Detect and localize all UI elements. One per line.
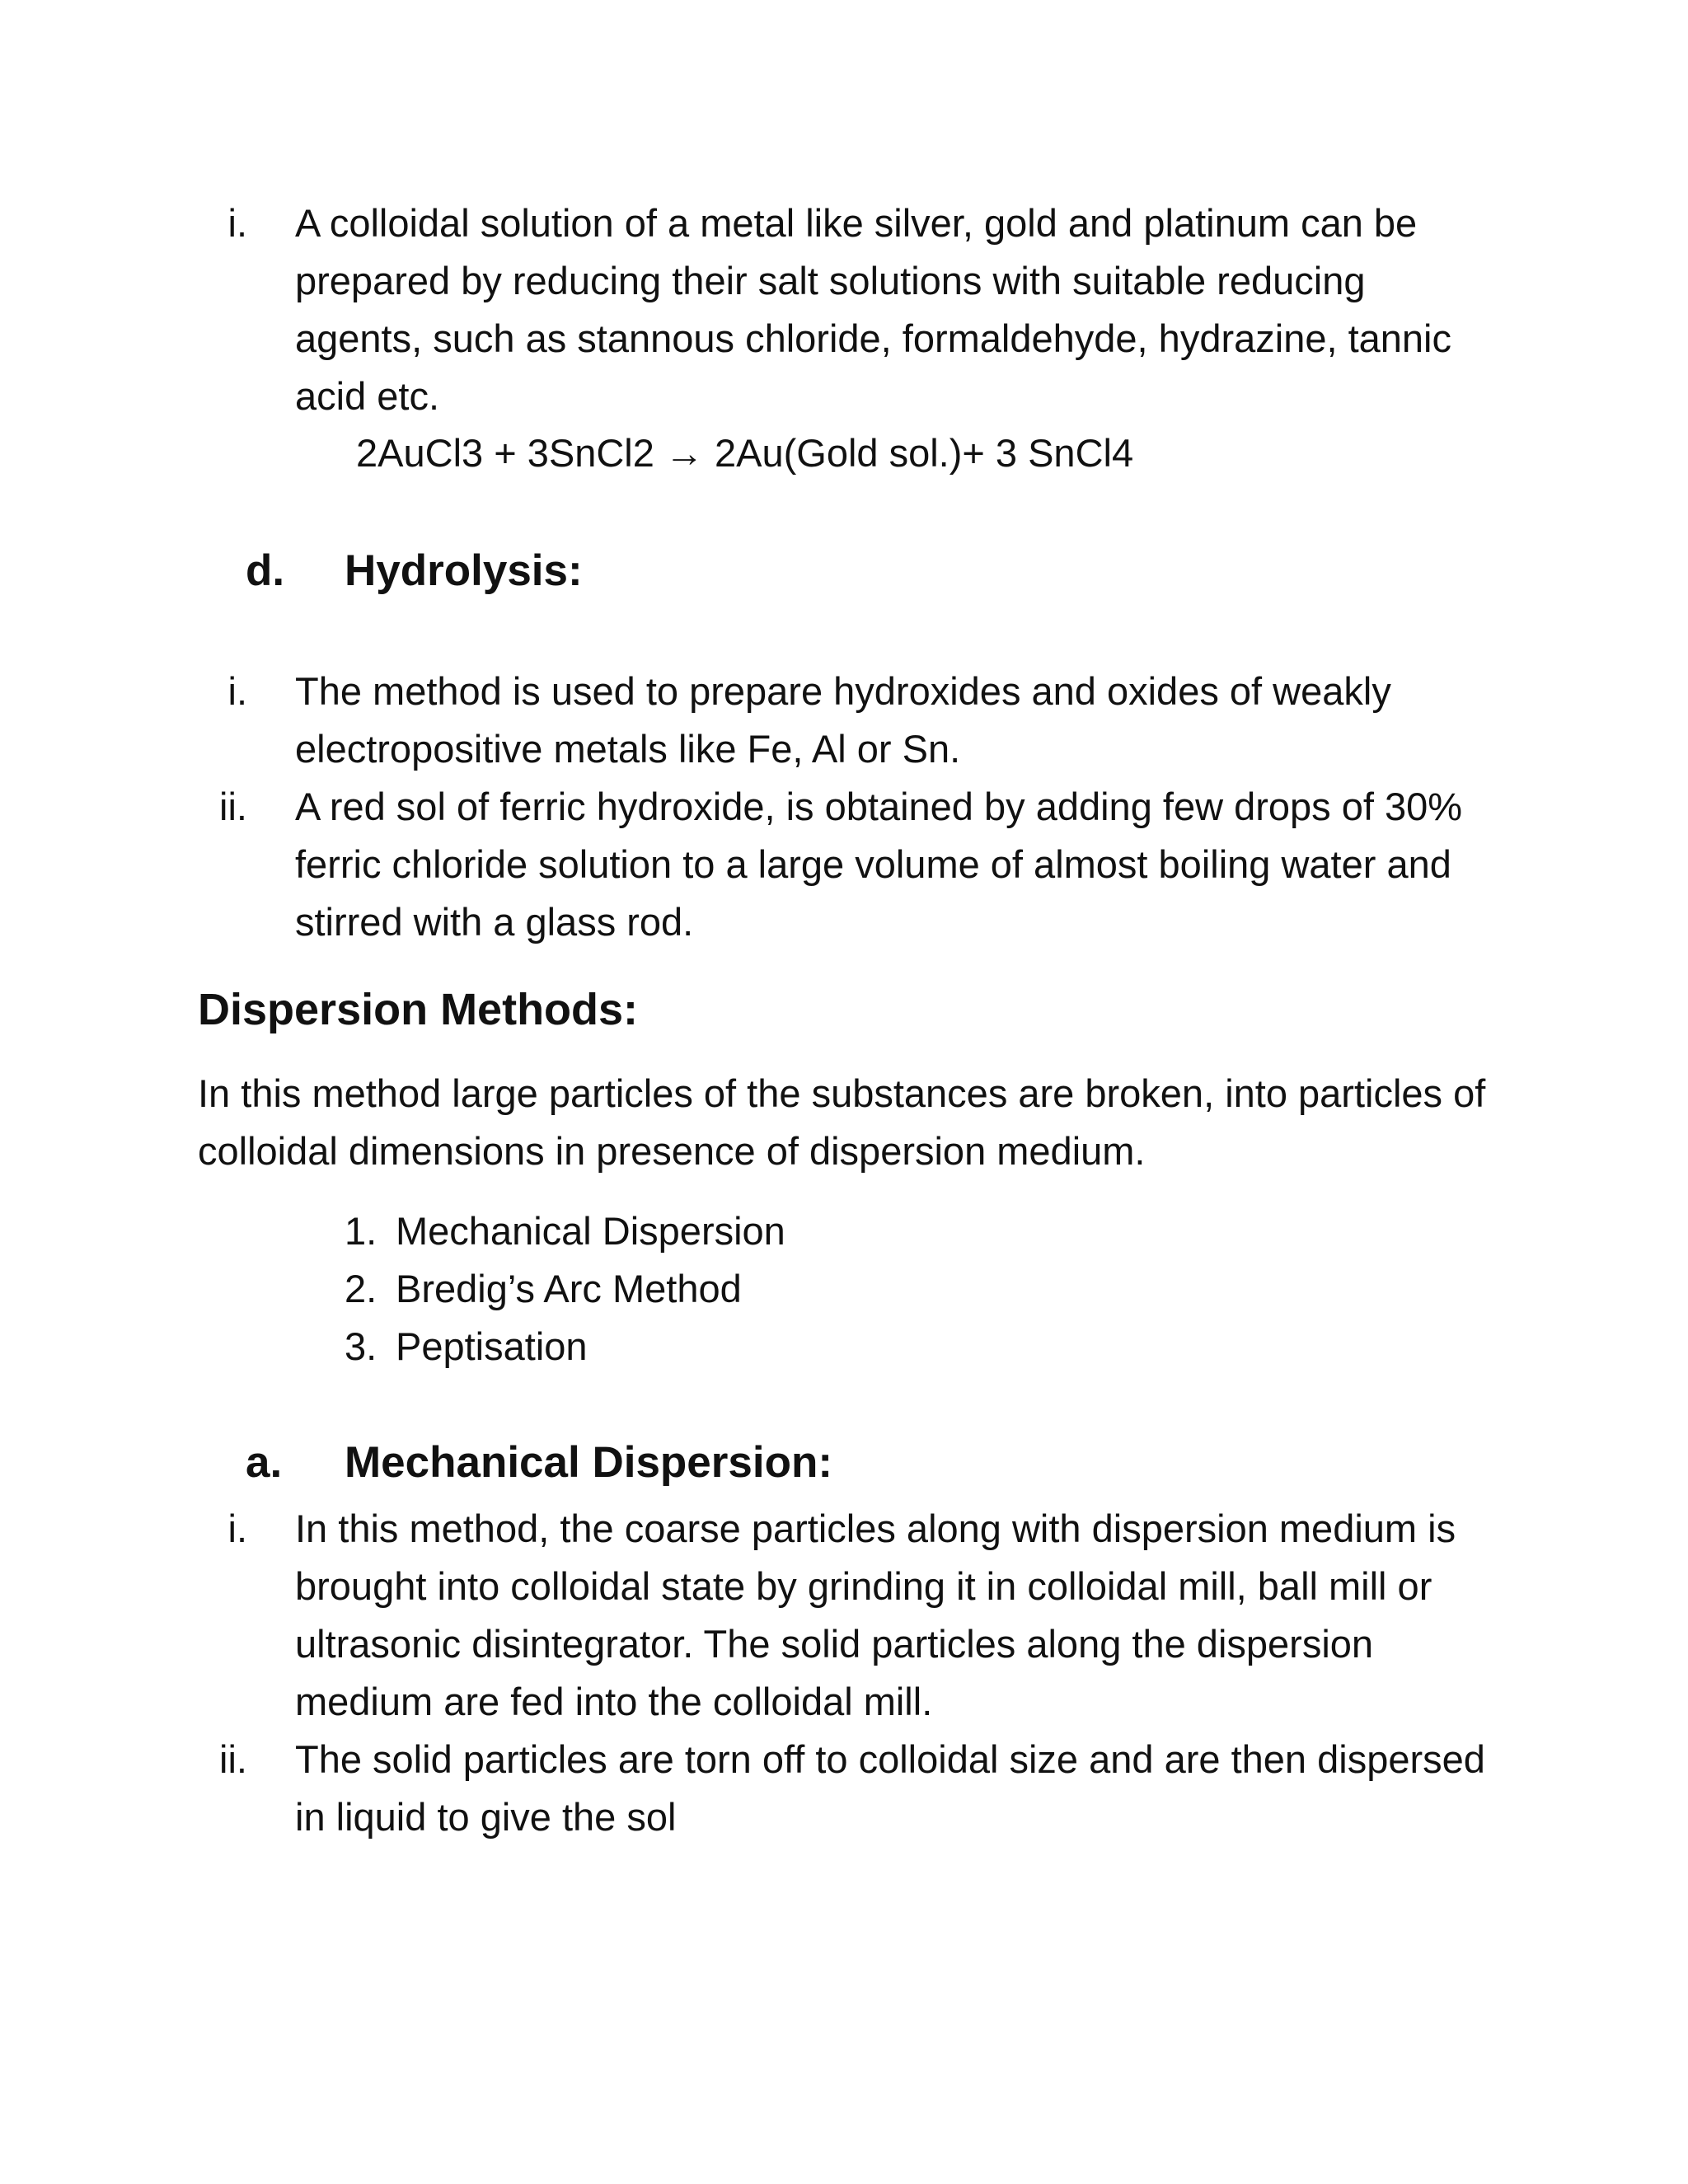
hydrolysis-text: A red sol of ferric hydroxide, is obtained by adding few drops of 30% ferric chloride solution to a large volume of almost boiling water and stirred with a glass rod. <box>295 785 1463 944</box>
list-item <box>345 1202 785 1260</box>
list-number: 3. <box>345 1324 377 1368</box>
list-item-text: Mechanical Dispersion <box>396 1209 785 1253</box>
heading-dispersion-methods: Dispersion Methods: <box>198 985 639 1034</box>
dispersion-paragraph: In this method large particles of the substances are broken, into particles of colloidal dimensions in presence of dispersion medium. <box>198 1071 1486 1173</box>
list-marker: i. <box>227 1507 247 1550</box>
list-item <box>345 1260 785 1318</box>
hydrolysis-text: The method is used to prepare hydroxides and oxides of weakly electropositive metals like Fe, Al or Sn. <box>295 669 1391 771</box>
list-item-text: Bredig’s Arc Method <box>396 1267 742 1310</box>
reduction-text: A colloidal solution of a metal like silver, gold and platinum can be prepared by reducing their salt solutions with suitable reducing agents, such as stannous chloride, formaldehyde, hydrazine, tannic acid etc. <box>295 201 1452 418</box>
mechanical-text: The solid particles are torn off to colloidal size and are then dispersed in liquid to give the sol <box>295 1737 1485 1839</box>
mechanical-text: In this method, the coarse particles along with dispersion medium is brought into colloidal state by grinding it in colloidal mill, ball mill or ultrasonic disintegrator. The solid particles along the dispersion medium are fed into the colloidal mill. <box>295 1507 1456 1723</box>
list-marker: ii. <box>219 785 247 828</box>
section-letter-d: d. <box>246 546 285 595</box>
section-title-hydrolysis: Hydrolysis: <box>345 546 583 595</box>
chemical-equation: 2AuCl3 + 3SnCl2 → 2Au(Gold sol.)+ 3 SnCl4 <box>356 431 1134 475</box>
list-number: 2. <box>345 1267 377 1310</box>
list-marker: i. <box>227 669 247 713</box>
list-item <box>345 1318 785 1376</box>
list-marker: i. <box>227 201 247 245</box>
list-item-text: Peptisation <box>396 1324 588 1368</box>
dispersion-methods-list <box>345 1202 785 1376</box>
list-marker: ii. <box>219 1737 247 1781</box>
section-title-mechanical-dispersion: Mechanical Dispersion: <box>345 1438 833 1487</box>
list-number: 1. <box>345 1209 377 1253</box>
section-letter-a: a. <box>246 1438 283 1487</box>
